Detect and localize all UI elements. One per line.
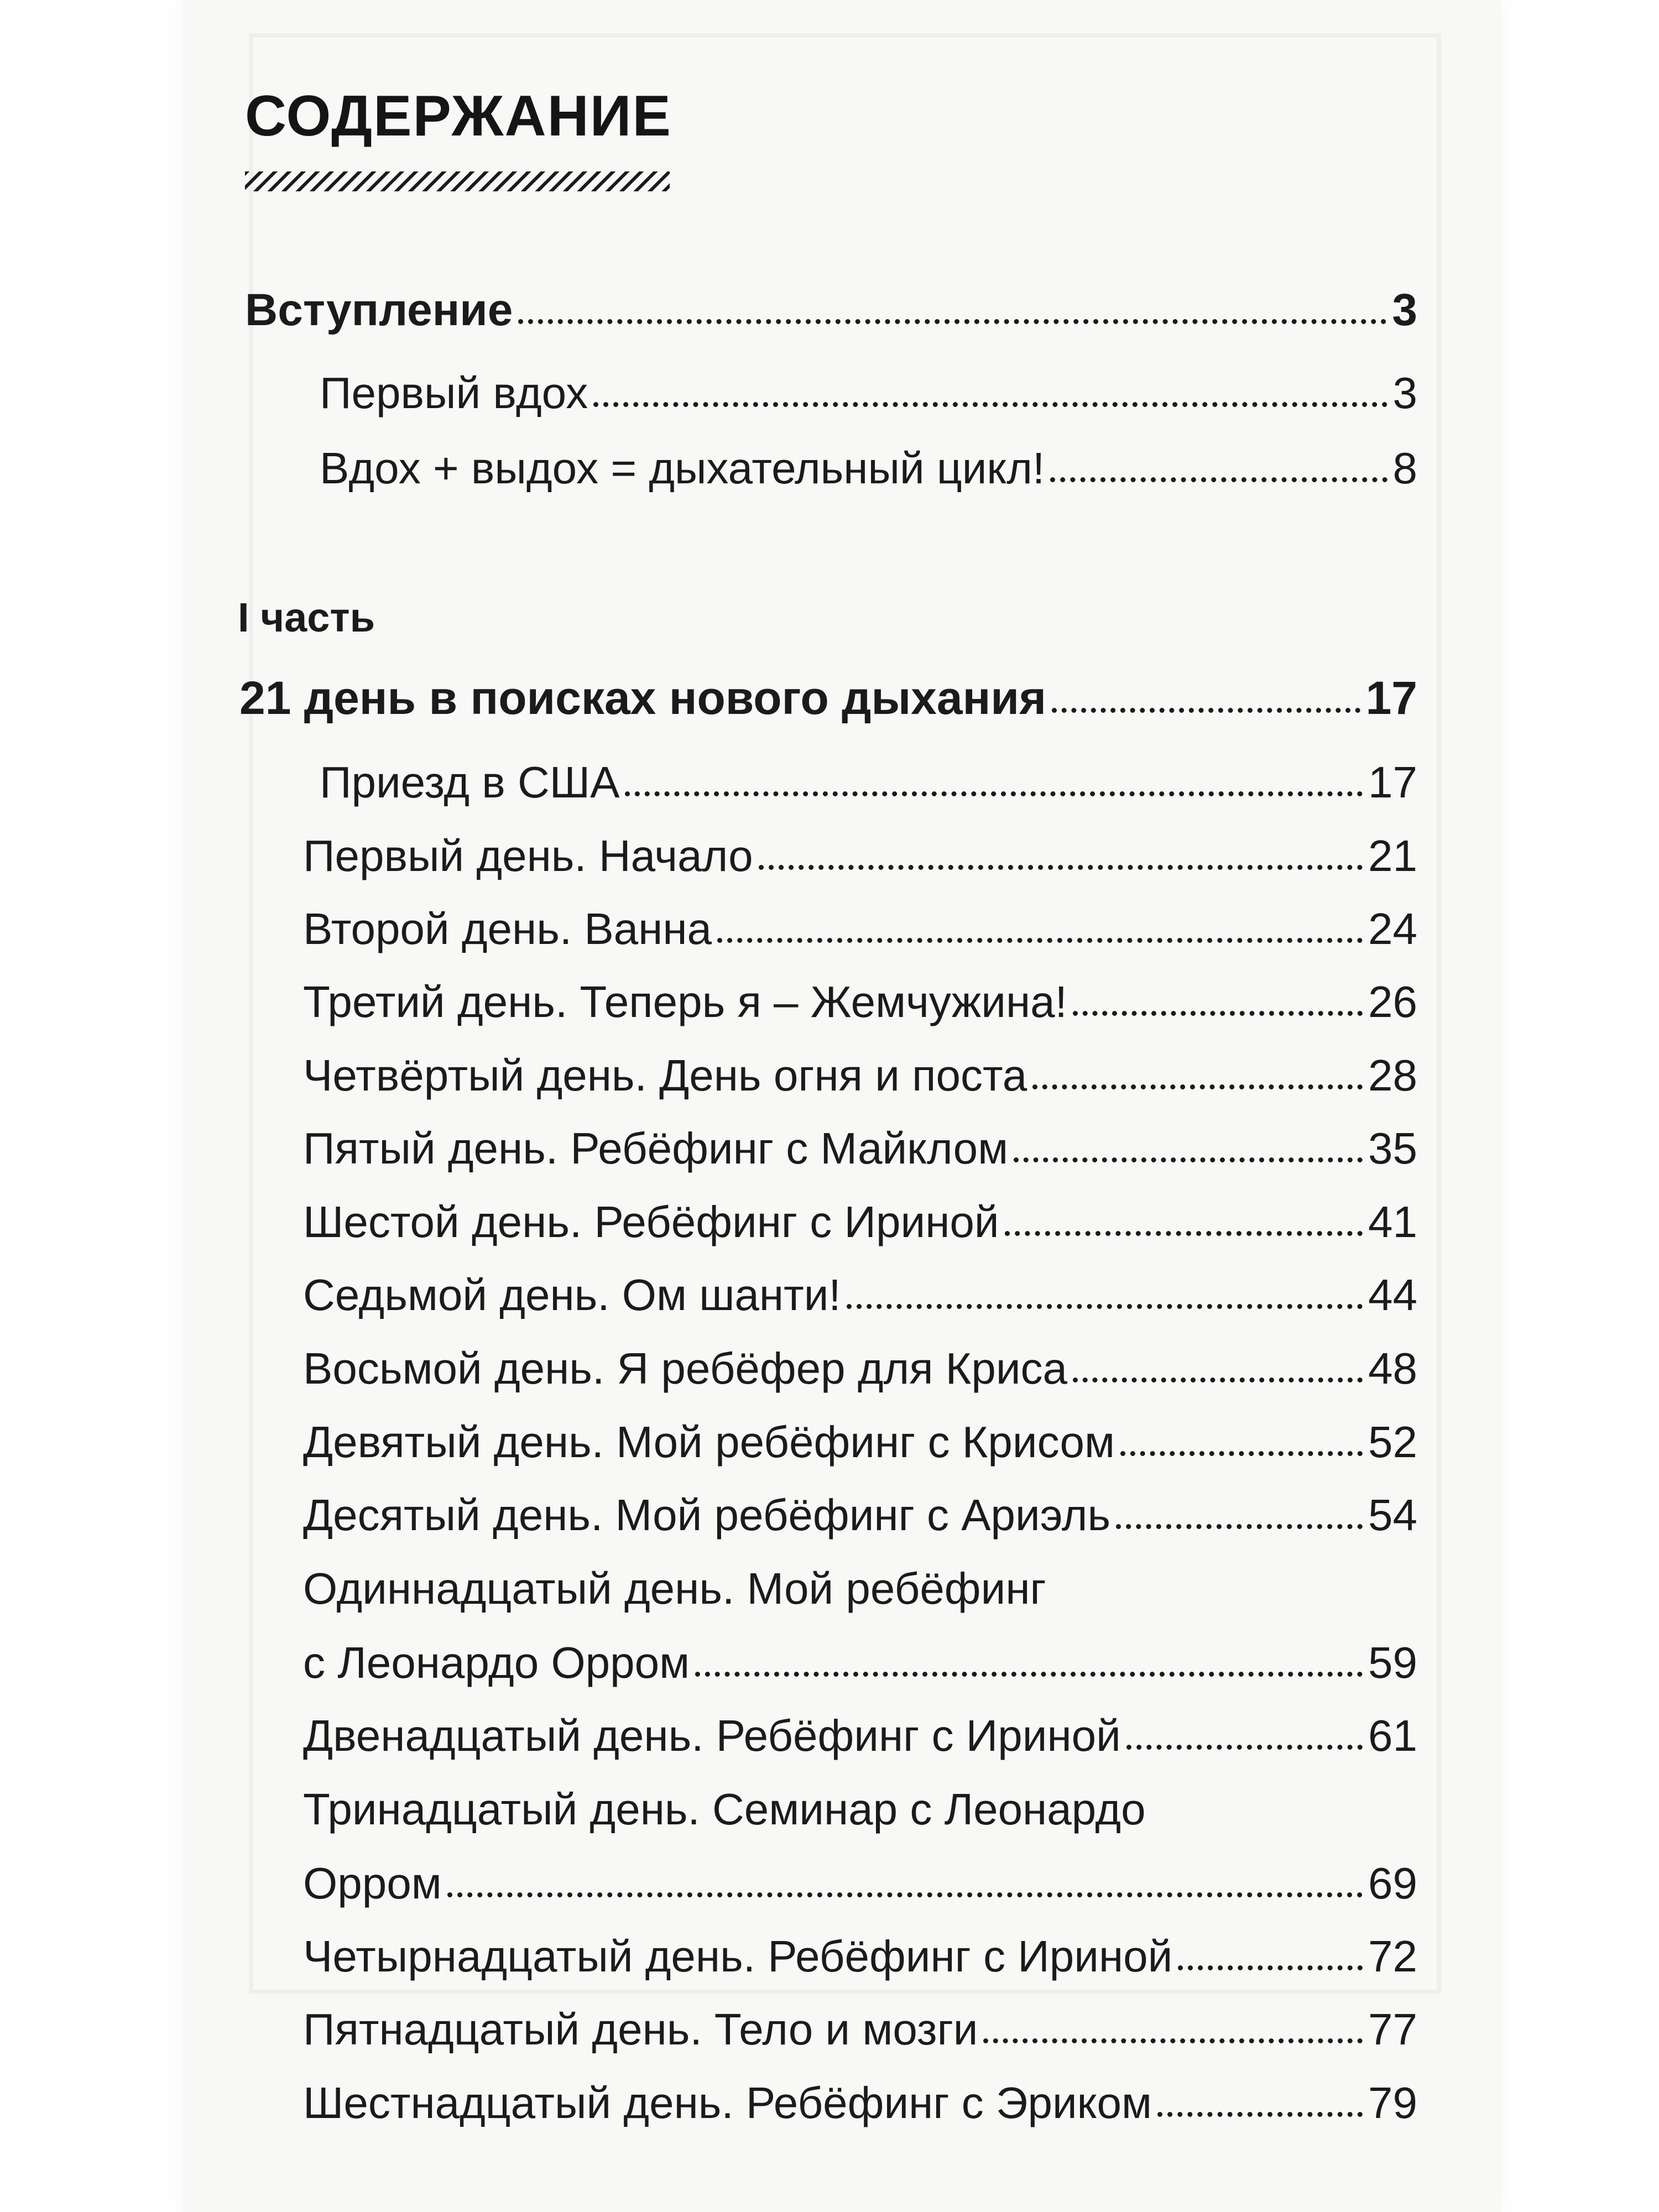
- toc-entry[interactable]: [303, 2078, 1417, 2127]
- toc-entry-label: Пятнадцатый день. Тело и мозги: [303, 2005, 978, 2054]
- toc-entry[interactable]: [303, 904, 1417, 953]
- toc-entry[interactable]: [303, 1934, 1417, 1979]
- dot-leader: [1073, 1378, 1363, 1383]
- toc-page-number: 52: [1368, 1417, 1417, 1467]
- toc-entry-label: Третий день. Теперь я – Жемчужина!: [303, 977, 1067, 1026]
- toc-entry-label: Приезд в США: [320, 758, 620, 807]
- toc-page-number: 41: [1368, 1197, 1417, 1246]
- toc-page-number: 44: [1368, 1270, 1417, 1319]
- toc-entry[interactable]: [303, 1490, 1417, 1540]
- toc-entry[interactable]: [303, 977, 1417, 1026]
- toc-entry-label: Орром: [303, 1859, 442, 1908]
- dot-leader: [1005, 1231, 1363, 1236]
- toc-entry[interactable]: [320, 760, 1417, 805]
- dot-leader: [1120, 1451, 1363, 1456]
- dot-leader: [447, 1892, 1363, 1897]
- toc-page-number: 35: [1368, 1124, 1417, 1173]
- toc-page-number: 28: [1368, 1051, 1417, 1100]
- toc-entry[interactable]: [320, 368, 1417, 418]
- dot-leader: [847, 1304, 1363, 1309]
- toc-entry-label: Девятый день. Мой ребёфинг с Крисом: [303, 1417, 1115, 1467]
- toc-entry-label: Шестой день. Ребёфинг с Ириной: [303, 1197, 999, 1246]
- toc-entry[interactable]: [303, 1417, 1417, 1467]
- toc-page-number: 26: [1368, 977, 1417, 1026]
- dot-leader: [518, 319, 1386, 324]
- toc-entry-first-line: Тринадцатый день. Семинар с Леонардо: [303, 1785, 1146, 1834]
- toc-entry-label: 21 день в поисках нового дыхания: [239, 672, 1047, 724]
- toc-entry-part-heading[interactable]: [239, 672, 1417, 724]
- toc-entry-first-line: Одиннадцатый день. Мой ребёфинг: [303, 1564, 1046, 1613]
- toc-entry-label: Восьмой день. Я ребёфер для Криса: [303, 1344, 1068, 1393]
- dot-leader: [1073, 1011, 1363, 1016]
- toc-entry[interactable]: [303, 1861, 1417, 1906]
- part-label: I часть: [238, 594, 375, 640]
- toc-page-number: 48: [1368, 1344, 1417, 1393]
- dot-leader: [1157, 2112, 1363, 2117]
- dot-leader: [1178, 1965, 1363, 1970]
- dot-leader: [717, 938, 1363, 943]
- toc-entry[interactable]: [320, 446, 1417, 491]
- dot-leader: [1050, 477, 1387, 482]
- toc-entry-label: Вдох + выдох = дыхательный цикл!: [320, 444, 1045, 493]
- toc-entry-label: Пятый день. Ребёфинг с Майклом: [303, 1124, 1009, 1173]
- toc-entry-intro[interactable]: [245, 285, 1417, 335]
- dot-leader: [1032, 1084, 1363, 1089]
- toc-entry-label: Четырнадцатый день. Ребёфинг с Ириной: [303, 1932, 1173, 1981]
- toc-entry-label: Седьмой день. Ом шанти!: [303, 1270, 841, 1319]
- toc-entry[interactable]: [303, 2007, 1417, 2052]
- dot-leader: [1052, 708, 1360, 713]
- dot-leader: [593, 402, 1387, 407]
- toc-entry[interactable]: [303, 1053, 1417, 1098]
- toc-entry-label: с Леонардо Орром: [303, 1638, 690, 1687]
- toc-page-number: 17: [1365, 672, 1417, 724]
- toc-entry-label: Первый вдох: [320, 368, 588, 418]
- toc-page-number: 61: [1368, 1711, 1417, 1760]
- toc-entry-label: Шестнадцатый день. Ребёфинг с Эриком: [303, 2078, 1152, 2127]
- toc-page-number: 72: [1368, 1932, 1417, 1981]
- dot-leader: [695, 1672, 1363, 1677]
- toc-entry-label: Первый день. Начало: [303, 831, 753, 880]
- toc-page-number: 79: [1368, 2078, 1417, 2127]
- dot-leader: [1014, 1157, 1363, 1162]
- toc-entry-label: Вступление: [245, 285, 513, 335]
- toc-entry-label: Двенадцатый день. Ребёфинг с Ириной: [303, 1711, 1121, 1760]
- dot-leader: [759, 865, 1363, 870]
- toc-entry-label: Второй день. Ванна: [303, 904, 712, 953]
- dot-leader: [1116, 1524, 1363, 1529]
- page-title: СОДЕРЖАНИЕ: [245, 84, 672, 148]
- toc-page-number: 21: [1368, 831, 1417, 880]
- toc-page-number: 24: [1368, 904, 1417, 953]
- toc-entry[interactable]: [303, 1711, 1417, 1760]
- toc-entry[interactable]: [303, 1126, 1417, 1171]
- toc-page-number: 59: [1368, 1638, 1417, 1687]
- toc-page-number: 17: [1368, 758, 1417, 807]
- toc-page-number: 54: [1368, 1490, 1417, 1540]
- dot-leader: [1126, 1745, 1363, 1750]
- dot-leader: [625, 791, 1363, 796]
- toc-page-number: 8: [1392, 444, 1417, 493]
- toc-entry-label: Десятый день. Мой ребёфинг с Ариэль: [303, 1490, 1111, 1540]
- toc-page-number: 3: [1392, 285, 1417, 335]
- toc-page-number: 69: [1368, 1859, 1417, 1908]
- toc-page-number: 3: [1392, 368, 1417, 418]
- toc-entry[interactable]: [303, 831, 1417, 880]
- toc-entry[interactable]: [303, 1270, 1417, 1319]
- toc-entry-label: Четвёртый день. День огня и поста: [303, 1051, 1027, 1100]
- toc-page-number: 77: [1368, 2005, 1417, 2054]
- toc-entry[interactable]: [303, 1344, 1417, 1393]
- dot-leader: [983, 2038, 1363, 2043]
- toc-entry[interactable]: [303, 1197, 1417, 1246]
- toc-entry[interactable]: [303, 1638, 1417, 1687]
